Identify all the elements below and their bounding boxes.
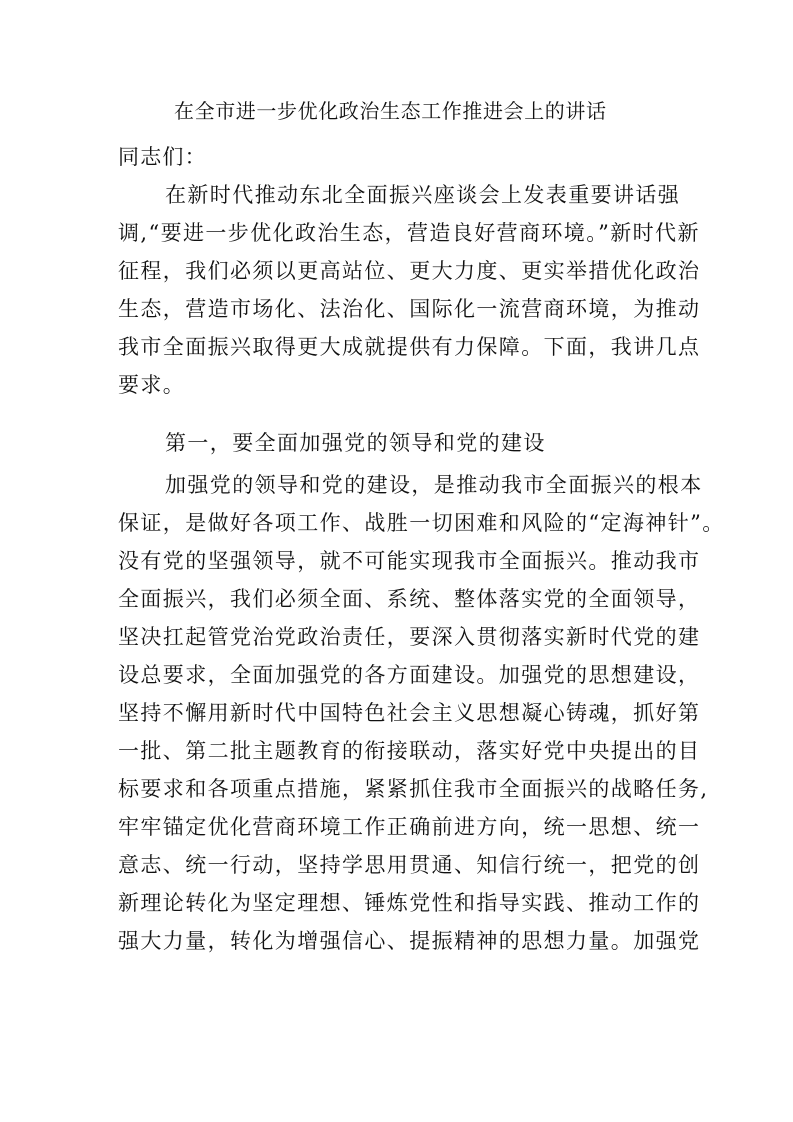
body-line: 意志、统一行动，坚持学思用贯通、知信行统一，把党的创 (118, 853, 701, 877)
body-line: 生态，营造市场化、法治化、国际化一流营商环境，为推动 (118, 297, 701, 321)
body-line: 牢牢锚定优化营商环境工作正确前进方向，统一思想、统一 (118, 815, 701, 839)
body-line: 全面振兴，我们必须全面、系统、整体落实党的全面领导， (118, 587, 701, 611)
body-line: 设总要求，全面加强党的各方面建设。加强党的思想建设， (118, 663, 701, 687)
body-line: 加强党的领导和党的建设，是推动我市全面振兴的根本 (165, 473, 703, 497)
section-heading: 第一，要全面加强党的领导和党的建设 (165, 431, 546, 455)
body-line: 标要求和各项重点措施，紧紧抓住我市全面振兴的战略任务, (118, 777, 709, 801)
body-line: 强大力量，转化为增强信心、提振精神的思想力量。加强党 (118, 929, 701, 953)
body-line: 新理论转化为坚定理想、锤炼党性和指导实践、推动工作的 (118, 891, 701, 915)
document-title: 在全市进一步优化政治生态工作推进会上的讲话 (174, 99, 607, 123)
body-line: 一批、第二批主题教育的衔接联动，落实好党中央提出的目 (118, 739, 701, 763)
body-line: 在新时代推动东北全面振兴座谈会上发表重要讲话强 (165, 183, 681, 207)
body-line: 没有党的坚强领导，就不可能实现我市全面振兴。推动我市 (118, 549, 701, 573)
body-line: 保证，是做好各项工作、战胜一切困难和风险的“定海神针”。 (118, 511, 725, 535)
body-line: 坚决扛起管党治党政治责任，要深入贯彻落实新时代党的建 (118, 625, 701, 649)
body-line: 我市全面振兴取得更大成就提供有力保障。下面，我讲几点 (118, 335, 701, 359)
body-line: 要求。 (118, 373, 186, 397)
body-line: 征程，我们必须以更高站位、更大力度、更实举措优化政治 (118, 259, 701, 283)
salutation: 同志们： (118, 145, 207, 169)
body-line: 坚持不懈用新时代中国特色社会主义思想凝心铸魂，抓好第 (118, 701, 701, 725)
body-line: 调,“要进一步优化政治生态，营造良好营商环境。”新时代新 (118, 221, 700, 245)
